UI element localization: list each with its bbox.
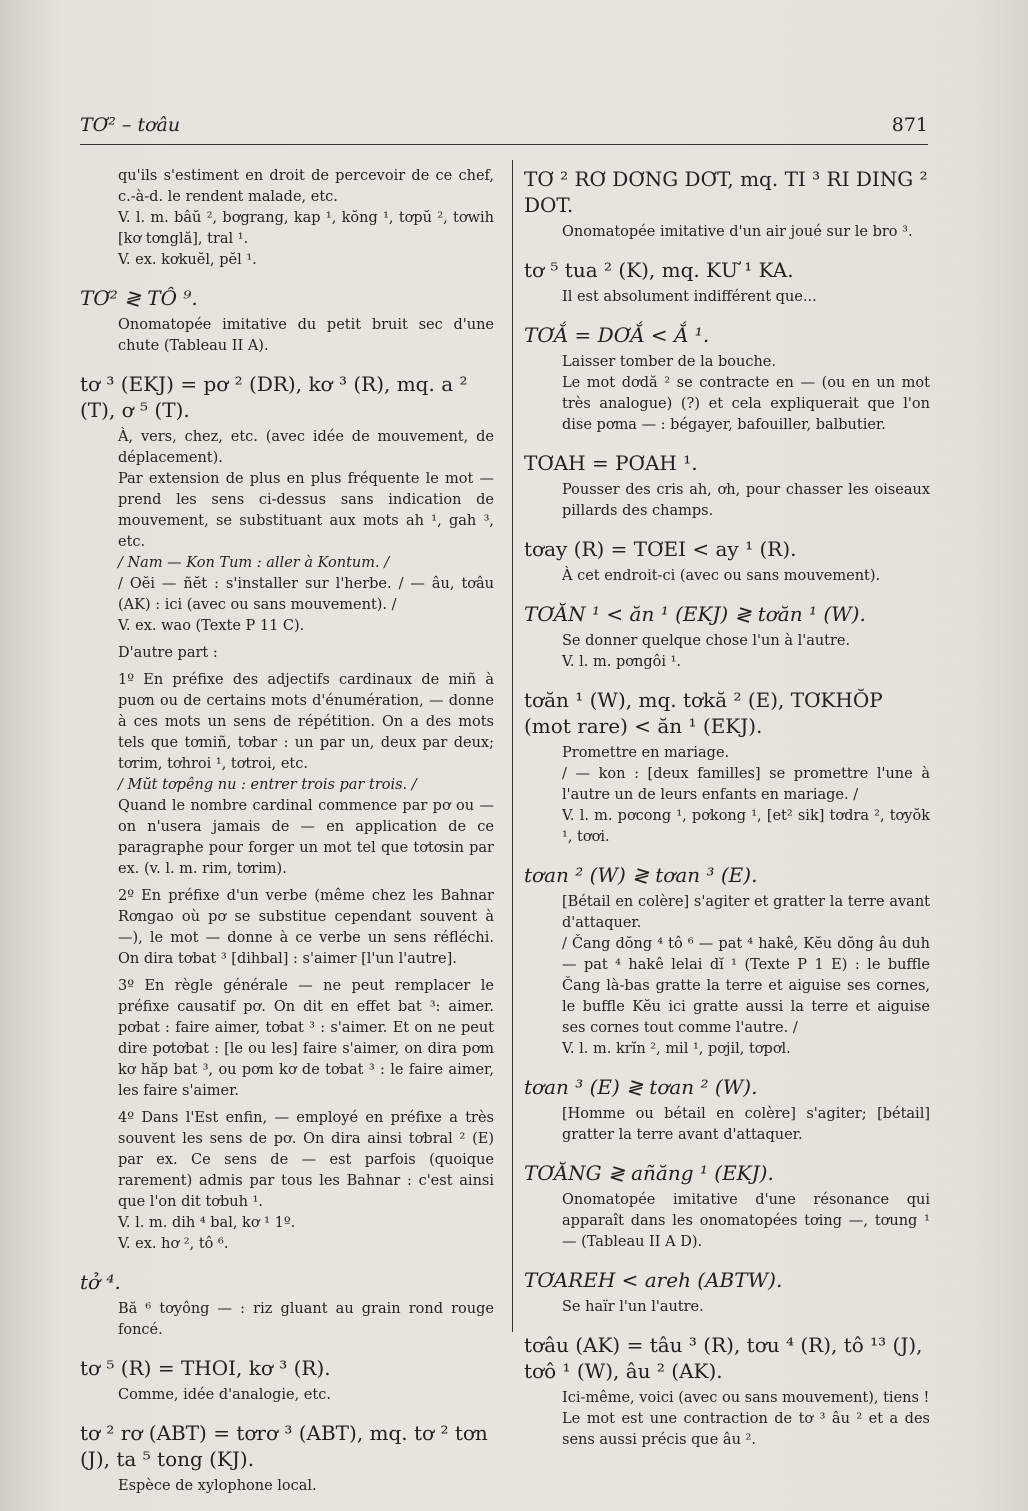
entry-continuation [80,166,494,271]
entry-text: 1º En préfixe des adjectifs cardinaux de miñ à puơn ou de certains mots d'énumération, — donne à ces mots un sens de répétition. On a des mots tels que tơmiñ, tơbar : un par un, deux par deux; tơrim, tơhroi ¹, tơtroi, etc. [118,672,494,772]
entry-TOAH [524,450,930,522]
entry-toan2 [524,862,930,1060]
entry-text: qu'ils s'estiment en droit de percevoir de ce chef, c.-à-d. le rendent malade, etc. [118,168,494,205]
definition: Se haïr l'un l'autre. [562,1299,704,1315]
cross-reference: V. l. m. krĭn ², mil ¹, pơjil, tơpơl. [562,1041,791,1057]
entry-text: 3º En règle générale — ne peut remplacer le préfixe causatif pơ. On dit en effet bat ³: aimer. pơbat : faire aimer, tơbat ³ : s'aimer. Et on ne peut dire pơtơbat : [le ou les] faire s'aimer, on dira pơm kơ hăp bat ³, ou pơm kơ de tơbat ³ : le faire aimer, les faire s'aimer. [118,978,494,1099]
cross-reference: V. l. m. pơcong ¹, pơkong ¹, [et² sik] tơdra ², tơyŏk ¹, tơơi. [562,808,930,845]
example: / Nam — Kon Tum : aller à Kontum. / [118,555,390,571]
entry-TO2 [80,285,494,357]
entry-text: Le mot dơdă ² se contracte en — (ou en un mot très analogue) (?) et cela expliquerait que l'on dise pơma — : bégayer, bafouiller, balbutier. [562,375,930,433]
cross-reference: V. ex. wao (Texte P 11 C). [118,618,305,634]
entry-toan3 [524,1074,930,1146]
definition: À, vers, chez, etc. (avec idée de mouvement, de déplacement). [118,429,494,466]
right-column [524,166,930,1465]
cross-reference: V. l. m. dih ⁴ bal, kơ ¹ 1º. [118,1215,296,1231]
running-header [80,112,928,145]
cross-reference: V. l. m. pơngôi ¹. [562,654,682,670]
entry-TOAREH [524,1267,930,1318]
entry-to2-ro [80,1420,494,1497]
entry-TOAN1 [524,601,930,673]
left-column [80,166,494,1511]
entry-text: V. ex. kơkuĕl, pĕl ¹. [118,252,257,268]
headword: TƠĂN ¹ < ăn ¹ (EKJ) ≷ tơăn ¹ (W). [524,602,866,626]
headword: TƠ² ≷ TÔ ⁹. [80,286,198,310]
entry-TOA [524,322,930,436]
definition: Onomatopée imitative du petit bruit sec d'une chute (Tableau II A). [118,317,494,354]
definition: Il est absolument indifférent que... [562,289,817,305]
definition: Ici-même, voici (avec ou sans mouvement), tiens ! [562,1390,930,1406]
definition: [Homme ou bétail en colère] s'agiter; [bétail] gratter la terre avant d'attaquer. [562,1106,930,1143]
headword: tơ ⁵ (R) = THOI, kơ ³ (R). [80,1356,331,1380]
headword: tơ ² rơ (ABT) = tơrơ ³ (ABT), mq. tơ ² tơn (J), ta ⁵ tong (KJ). [80,1421,488,1471]
entry-to5 [80,1355,494,1406]
definition: Se donner quelque chose l'un à l'autre. [562,633,851,649]
definition: Pousser des cris ah, ơh, pour chasser les oiseaux pillards des champs. [562,482,930,519]
entry-toau [524,1332,930,1451]
headword: tơâu (AK) = tâu ³ (R), tơu ⁴ (R), tô ¹³ (J), tơô ¹ (W), âu ² (AK). [524,1333,923,1383]
entry-to3 [80,371,494,1255]
headword: TƠ ² RƠ DƠNG DƠT, mq. TI ³ RI DING ² DOT. [524,167,928,217]
definition: Onomatopée imitative d'une résonance qui apparaît dans les onomatopées tơing —, tơung ¹ — (Tableau II A D). [562,1192,930,1250]
definition: Comme, idée d'analogie, etc. [118,1387,331,1403]
column-divider [512,160,513,1332]
definition: Bă ⁶ tơyông — : riz gluant au grain rond rouge foncé. [118,1301,494,1338]
example: / — kon : [deux familles] se promettre l'une à l'autre un de leurs enfants en mariage. / [562,766,930,803]
headword: TƠAREH < areh (ABTW). [524,1268,783,1292]
example: / Čang dŏng ⁴ tô ⁶ — pat ⁴ hakê, Kĕu dŏng âu duh — pat ⁴ hakê lelai dĭ ¹ (Texte P 1 E) : le buffle Čang là-bas gratte la terre et aiguise ses cornes, le buffle Kĕu ici gratte aussi la terre et aiguise ses cornes tout comme l'autre. / [562,936,930,1036]
example: / Mŭt tơpêng nu : entrer trois par trois. / [118,777,417,793]
definition: À cet endroit-ci (avec ou sans mouvement). [562,568,881,584]
headword: TƠAH = PƠAH ¹. [524,451,698,475]
entry-ro-dong-dot [524,166,930,243]
entry-text: D'autre part : [118,645,218,661]
header-title: TƠ² – tơâu [80,114,181,136]
headword: tơan ³ (E) ≷ tơan ² (W). [524,1075,758,1099]
entry-text: V. l. m. bâŭ ², bơgrang, kap ¹, kŏng ¹, tơpŭ ², tơwih [kơ tơnglă], tral ¹. [118,210,494,247]
cross-reference: V. ex. hơ ², tô ⁶. [118,1236,229,1252]
headword: tơăn ¹ (W), mq. tơkă ² (E), TƠKHŎP (mot rare) < ăn ¹ (EKJ). [524,688,883,738]
entry-text: Quand le nombre cardinal commence par pơ ou — on n'usera jamais de — en application de ce paragraphe pour forger un mot tel que tơtơsin par ex. (v. l. m. rim, tơrim). [118,798,494,877]
headword: tơay (R) = TƠEI < ay ¹ (R). [524,537,797,561]
definition: Onomatopée imitative d'un air joué sur le bro ³. [562,224,913,240]
entry-text: Par extension de plus en plus fréquente le mot — prend les sens ci-dessus sans indication de mouvement, se substituant aux mots ah ¹, gah ³, etc. [118,471,494,550]
definition: Espèce de xylophone local. [118,1478,317,1494]
headword: tở ⁴. [80,1270,121,1294]
entry-toan1-w [524,687,930,848]
headword: TƠĂNG ≷ añăng ¹ (EKJ). [524,1161,774,1185]
example: / Oĕi — ñĕt : s'installer sur l'herbe. / — âu, tơâu (AK) : ici (avec ou sans mouvement). / [118,576,494,613]
entry-to4 [80,1269,494,1341]
headword: tơ ⁵ tua ² (K), mq. KƯ ¹ KA. [524,258,794,282]
entry-to5-tua [524,257,930,308]
definition: [Bétail en colère] s'agiter et gratter la terre avant d'attaquer. [562,894,930,931]
entry-TOANG [524,1160,930,1253]
headword: TƠẮ = DƠẮ < Ắ ¹. [524,323,710,347]
entry-toay [524,536,930,587]
headword: tơ ³ (EKJ) = pơ ² (DR), kơ ³ (R), mq. a ² (T), ơ ⁵ (T). [80,372,468,422]
page-number: 871 [891,114,928,136]
headword: tơan ² (W) ≷ tơan ³ (E). [524,863,758,887]
entry-text: 2º En préfixe d'un verbe (même chez les Bahnar Rơngao où pơ se substitue cependant souvent à —), le mot — donne à ce verbe un sens réfléchi. On dira tơbat ³ [dihbal] : s'aimer [l'un l'autre]. [118,888,494,967]
entry-text: 4º Dans l'Est enfin, — employé en préfixe a très souvent les sens de pơ. On dira ainsi tơbral ² (E) par ex. Ce sens de — est parfois (quoique rarement) admis par tous les Bahnar : c'est ainsi que l'on dit tơbuh ¹. [118,1110,494,1210]
definition: Laisser tomber de la bouche. [562,354,776,370]
entry-text: Le mot est une contraction de tơ ³ âu ² et a des sens aussi précis que âu ². [562,1411,930,1448]
definition: Promettre en mariage. [562,745,730,761]
